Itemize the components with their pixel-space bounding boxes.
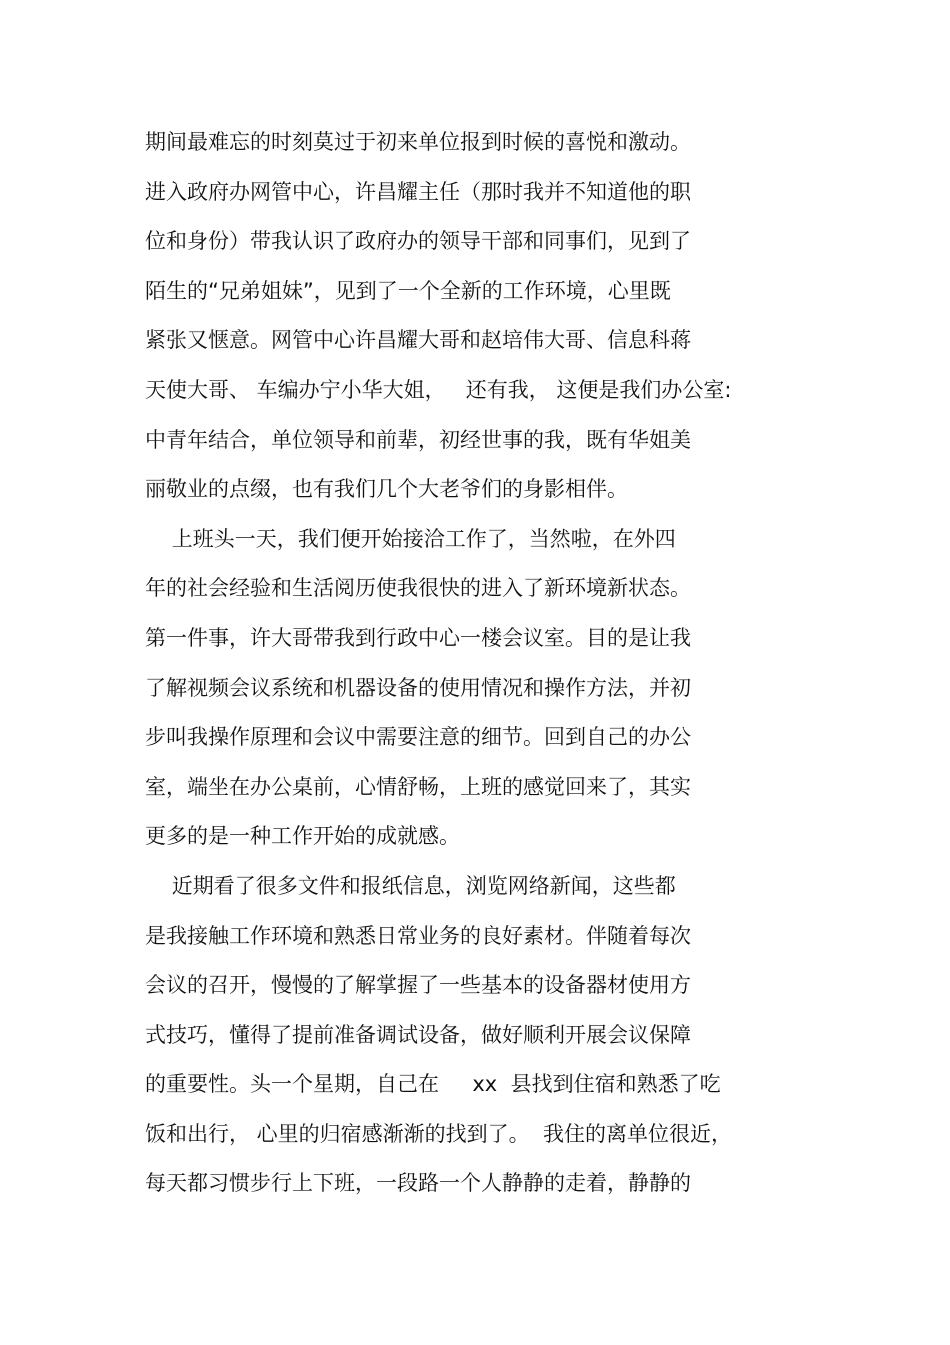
text-line: 陌生的“兄弟姐妹”，见到了一个全新的工作环境，心里既 (145, 278, 671, 303)
text-line: 紧张又惬意。网管中心许昌耀大哥和赵培伟大哥、信息科蒋 (145, 328, 691, 353)
text-line: 近期看了很多文件和报纸信息，浏览网络新闻，这些都 (145, 873, 676, 898)
text-line: 丽敬业的点缀，也有我们几个大老爷们的身影相伴。 (145, 477, 628, 502)
text-line: 位和身份）带我认识了政府办的领导干部和同事们，见到了 (145, 229, 691, 254)
text-line: 进入政府办网管中心，许昌耀主任（那时我并不知道他的职 (145, 179, 691, 204)
text-line: 年的社会经验和生活阅历使我很快的进入了新环境新状态。 (145, 576, 691, 601)
text-line: 会议的召开，慢慢的了解掌握了一些基本的设备器材使用方 (145, 973, 691, 998)
text-line: 中青年结合，单位领导和前辈，初经世事的我，既有华姐美 (145, 427, 691, 452)
text-line: 第一件事，许大哥带我到行政中心一楼会议室。目的是让我 (145, 625, 691, 650)
text-line: 期间最难忘的时刻莫过于初来单位报到时候的喜悦和激动。 (145, 130, 691, 154)
text-line: 饭和出行， 心里的归宿感渐渐的找到了。 我住的离单位很近， (145, 1121, 733, 1146)
text-line: 每天都习惯步行上下班，一段路一个人静静的走着，静静的 (145, 1171, 691, 1196)
text-line: 室，端坐在办公桌前，心情舒畅，上班的感觉回来了，其实 (145, 774, 691, 799)
body-text (145, 118, 805, 1209)
text-line: 上班头一天，我们便开始接洽工作了，当然啦，在外四 (145, 526, 676, 551)
text-line: 天使大哥、 车编办宁小华大姐， 还有我， 这便是我们办公室: (145, 377, 732, 402)
text-line: 了解视频会议系统和机器设备的使用情况和操作方法，并初 (145, 675, 691, 700)
text-line: 步叫我操作原理和会议中需要注意的细节。回到自己的办公 (145, 725, 691, 750)
text-line: 式技巧，懂得了提前准备调试设备，做好顺利开展会议保障 (145, 1022, 691, 1047)
text-line: 是我接触工作环境和熟悉日常业务的良好素材。伴随着每次 (145, 923, 691, 948)
text-line: 的重要性。头一个星期，自己在 xx 县找到住宿和熟悉了吃 (145, 1072, 721, 1097)
text-line: 更多的是一种工作开始的成就感。 (145, 824, 460, 849)
